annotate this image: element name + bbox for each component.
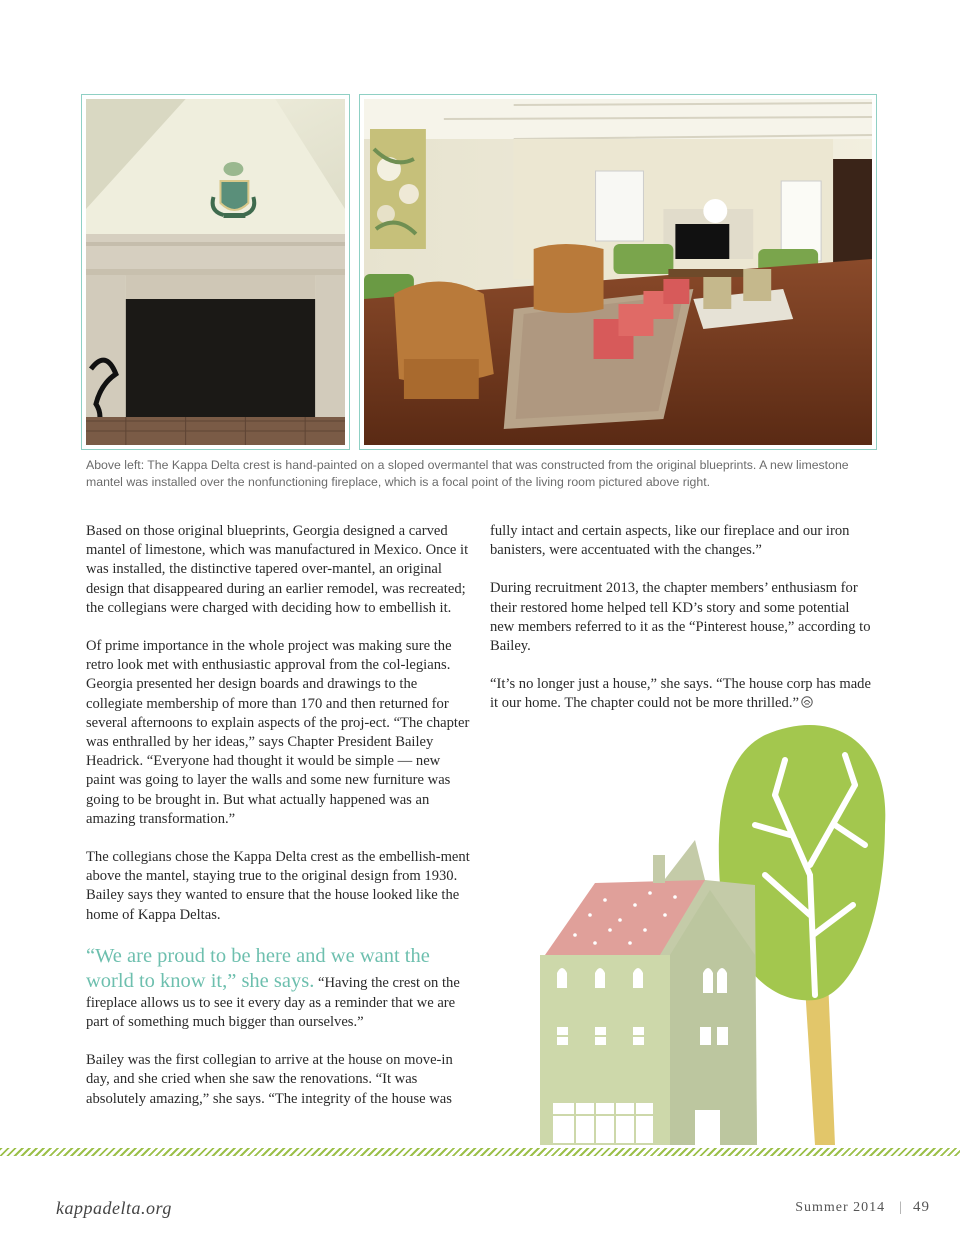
issue-label: Summer 2014 [795, 1200, 886, 1215]
footer-website: kappadelta.org [56, 1198, 172, 1218]
article-column-right [490, 522, 875, 733]
fireplace-crest-photo [81, 94, 350, 450]
paragraph-text: “It’s no longer just a house,” she says. “The house corp has made it our home. The chapter could not be more thrilled.” [490, 676, 871, 712]
houses-and-tree-illustration [535, 715, 960, 1145]
paragraph: During recruitment 2013, the chapter members’ enthusiasm for their restored home helped tell KD’s story and some potential new members referred to it as the “Pinterest house,” according to Bailey. [490, 580, 871, 655]
paragraph: Based on those original blueprints, Georgia designed a carved mantel of limestone, which was manufactured in Mexico. Once it was installed, the distinctive tapered over-mantel, an original design that disappeared during an earlier remodel, was recreated; the collegians were charged with deciding how to embellish it. [86, 523, 469, 616]
paragraph-with-pull-quote [86, 944, 471, 1032]
page-number: 49 [913, 1199, 930, 1215]
footer-separator: | [899, 1200, 903, 1215]
paragraph: The collegians chose the Kappa Delta crest as the embellish-ment above the mantel, staying true to the original design from 1930. Bailey says they wanted to ensure that the house looked like the home of Kappa Deltas. [86, 849, 470, 923]
closing-paragraph [490, 675, 875, 713]
footer-issue-info [795, 1199, 930, 1216]
paragraph-text: “Having the crest on the fireplace allows us to see it every day as a reminder that we are part of something much bigger than ourselves.” [86, 974, 460, 1031]
paragraph: fully intact and certain aspects, like our fireplace and our iron banisters, were accentuated with the changes.” [490, 523, 850, 559]
paragraph: Bailey was the first collegian to arrive at the house on move-in day, and she cried when she saw the renovations. “It was absolutely amazing,” she says. “The integrity of the house was [86, 1052, 453, 1107]
kappa-delta-endmark-icon [801, 696, 813, 708]
photo-caption: Above left: The Kappa Delta crest is hand-painted on a sloped overmantel that was constructed from the original blueprints. A new limestone mantel was installed over the nonfunctioning fireplace, which is a focal point of the living room pictured above right. [86, 458, 849, 489]
living-room-photo [359, 94, 877, 450]
footer-stripe-divider [0, 1148, 960, 1156]
pull-quote: “We are proud to be here and we want the world to know it,” she says. [86, 944, 430, 992]
living-room-image [364, 99, 872, 445]
paragraph: Of prime importance in the whole project was making sure the retro look met with enthusiastic approval from the col-legians. Georgia presented her design boards and drawings to the collegiate membership of more than 170 and then returned for several afternoons to explain aspects of the proj-ect. “The chapter was enthralled by her ideas,” says Chapter President Bailey Headrick. “Everyone had thought it would be simple — new paint was going to layer the walls and some new furniture was going to be brought in. But what actually happened was an amazing transformation.” [86, 638, 470, 827]
fireplace-crest-image [86, 99, 345, 445]
article-column-left [86, 522, 471, 1128]
